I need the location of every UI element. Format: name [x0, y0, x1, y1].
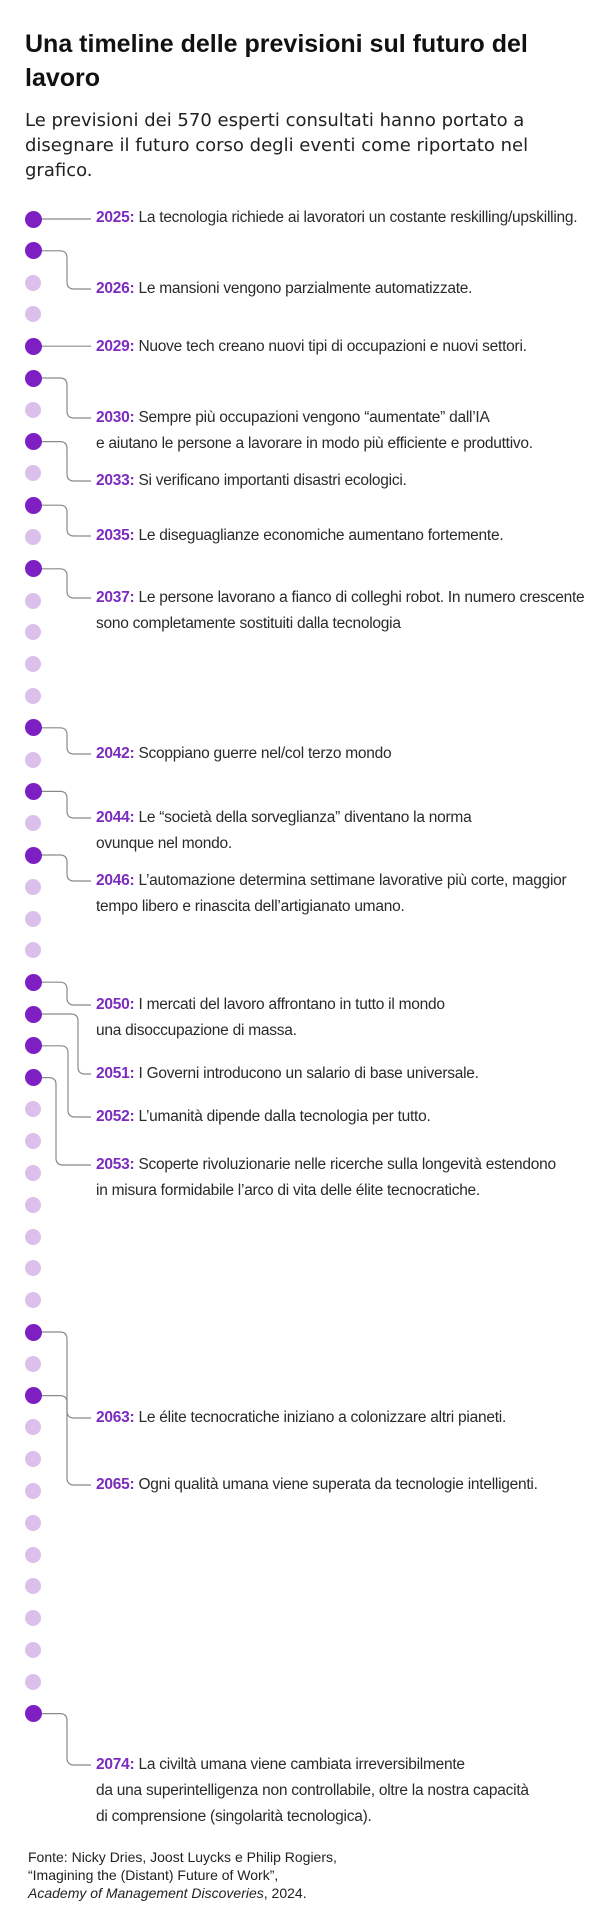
event-description: I mercati del lavoro affrontano in tutto il mondo	[134, 996, 445, 1013]
event-year: 2042:	[96, 745, 135, 762]
timeline-event	[96, 468, 407, 494]
event-year: 2051:	[96, 1065, 135, 1082]
event-description: Le “società della sorveglianza” diventano la norma	[134, 809, 472, 826]
timeline-dot-inactive	[25, 911, 41, 927]
timeline-event	[96, 1405, 506, 1431]
timeline-event	[96, 405, 533, 457]
event-year: 2029:	[96, 338, 135, 355]
source-line-1: Fonte: Nicky Dries, Joost Luycks e Philip Rogiers,	[28, 1849, 337, 1865]
timeline-event	[96, 868, 566, 920]
timeline-dot-inactive	[25, 879, 41, 895]
timeline-connector	[42, 569, 91, 598]
timeline-dot-active	[25, 974, 42, 991]
timeline-dot-active	[25, 433, 42, 450]
event-year: 2065:	[96, 1476, 135, 1493]
event-text-line	[96, 1405, 506, 1431]
event-year: 2037:	[96, 589, 135, 606]
event-description: Le mansioni vengono parzialmente automatizzate.	[134, 280, 473, 297]
timeline-connector	[42, 442, 91, 481]
timeline-event	[96, 1752, 529, 1830]
timeline-dot-inactive	[25, 688, 41, 704]
event-text-line	[96, 1752, 529, 1778]
event-text-line	[96, 992, 445, 1018]
event-text-line: di comprensione (singolarità tecnologica).	[96, 1808, 372, 1825]
timeline-dot-active	[25, 370, 42, 387]
timeline-dot-active	[25, 338, 42, 355]
timeline-connector	[42, 855, 91, 881]
event-description: Si verificano importanti disastri ecologici.	[134, 472, 407, 489]
timeline-dot-active	[25, 1387, 42, 1404]
timeline-connector	[42, 982, 91, 1005]
timeline-connector	[42, 1396, 91, 1485]
event-text-line	[96, 1472, 538, 1498]
timeline-dot-inactive	[25, 1642, 41, 1658]
event-text-line	[96, 523, 503, 549]
event-text-line	[96, 276, 472, 302]
timeline-connector	[42, 251, 91, 289]
source-line-3	[28, 1884, 337, 1902]
timeline-dot-active	[25, 783, 42, 800]
event-text-line	[96, 1061, 479, 1087]
timeline-event	[96, 805, 471, 857]
timeline-connector	[42, 378, 91, 418]
event-description: Le persone lavorano a fianco di colleghi robot. In numero crescente	[134, 589, 585, 606]
timeline-dot-inactive	[25, 1165, 41, 1181]
timeline-dot-active	[25, 1324, 42, 1341]
event-description: I Governi introducono un salario di base universale.	[134, 1065, 479, 1082]
event-text-line: e aiutano le persone a lavorare in modo più efficiente e produttivo.	[96, 435, 533, 452]
event-description: Nuove tech creano nuovi tipi di occupazioni e nuovi settori.	[134, 338, 527, 355]
timeline-dot-inactive	[25, 1197, 41, 1213]
event-description: Ogni qualità umana viene superata da tecnologie intelligenti.	[134, 1476, 538, 1493]
event-description: L’automazione determina settimane lavorative più corte, maggior	[134, 872, 567, 889]
timeline-event	[96, 992, 445, 1044]
event-description: Scoppiano guerre nel/col terzo mondo	[134, 745, 392, 762]
event-year: 2052:	[96, 1108, 135, 1125]
event-year: 2044:	[96, 809, 135, 826]
event-description: Sempre più occupazioni vengono “aumentate” dall’IA	[134, 409, 490, 426]
event-year: 2074:	[96, 1756, 135, 1773]
event-text-line: sono completamente sostituiti dalla tecnologia	[96, 615, 401, 632]
event-description: Scoperte rivoluzionarie nelle ricerche sulla longevità estendono	[134, 1156, 556, 1173]
event-description: La tecnologia richiede ai lavoratori un costante reskilling/upskilling.	[134, 209, 578, 226]
timeline-dot-inactive	[25, 1674, 41, 1690]
event-description: Le diseguaglianze economiche aumentano fortemente.	[134, 527, 504, 544]
timeline-connector	[42, 1714, 91, 1765]
timeline-event	[96, 205, 577, 231]
event-text-line	[96, 741, 391, 767]
source-year: , 2024.	[263, 1885, 307, 1901]
timeline-dot-active	[25, 1705, 42, 1722]
event-text-line: una disoccupazione di massa.	[96, 1022, 297, 1039]
source-line-2: “Imagining the (Distant) Future of Work”,	[28, 1867, 279, 1883]
timeline-dot-inactive	[25, 402, 41, 418]
event-text-line	[96, 405, 533, 431]
timeline-event	[96, 1104, 431, 1130]
timeline-dot-active	[25, 1069, 42, 1086]
timeline-dot-active	[25, 1037, 42, 1054]
source-journal: Academy of Management Discoveries	[28, 1885, 264, 1901]
timeline-dot-inactive	[25, 275, 41, 291]
event-year: 2025:	[96, 209, 135, 226]
timeline-dot-active	[25, 560, 42, 577]
chart-title: Una timeline delle previsioni sul futuro del lavoro	[25, 30, 528, 92]
event-text-line	[96, 1152, 556, 1178]
event-text-line: da una superintelligenza non controllabile, oltre la nostra capacità	[96, 1782, 529, 1799]
timeline-event	[96, 523, 503, 549]
event-year: 2030:	[96, 409, 135, 426]
source-note	[28, 1848, 337, 1902]
timeline-connector	[42, 791, 91, 818]
timeline-connector	[42, 1046, 91, 1117]
timeline-event	[96, 1061, 479, 1087]
event-year: 2053:	[96, 1156, 135, 1173]
timeline-dot-active	[25, 497, 42, 514]
timeline-connector	[42, 1014, 91, 1074]
chart-subtitle: Le previsioni dei 570 esperti consultati hanno portato a disegnare il futuro corso degli eventi come riportato nel grafico.	[25, 110, 529, 181]
timeline-dot-inactive	[25, 1515, 41, 1531]
timeline-dot-inactive	[25, 1229, 41, 1245]
timeline-event	[96, 276, 472, 302]
event-text-line	[96, 868, 566, 894]
event-text-line	[96, 805, 471, 831]
timeline-dot-inactive	[25, 529, 41, 545]
timeline-event	[96, 334, 527, 360]
event-text-line	[96, 585, 584, 611]
event-year: 2050:	[96, 996, 135, 1013]
event-year: 2026:	[96, 280, 135, 297]
timeline-connector	[42, 728, 91, 754]
timeline-event	[96, 585, 584, 637]
timeline-dot-active	[25, 719, 42, 736]
event-description: Le élite tecnocratiche iniziano a colonizzare altri pianeti.	[134, 1409, 507, 1426]
event-year: 2063:	[96, 1409, 135, 1426]
event-text-line: tempo libero e rinascita dell’artigianato umano.	[96, 898, 405, 915]
event-description: La civiltà umana viene cambiata irreversibilmente	[134, 1756, 465, 1773]
event-year: 2046:	[96, 872, 135, 889]
event-text-line: ovunque nel mondo.	[96, 835, 232, 852]
timeline-dot-active	[25, 211, 42, 228]
timeline-dot-inactive	[25, 1547, 41, 1563]
timeline-dot-inactive	[25, 1356, 41, 1372]
timeline-event	[96, 741, 391, 767]
event-text-line	[96, 1104, 431, 1130]
timeline-dot-inactive	[25, 1483, 41, 1499]
timeline-dot-active	[25, 1006, 42, 1023]
timeline-connector	[42, 1078, 91, 1165]
event-text-line: in misura formidabile l’arco di vita delle élite tecnocratiche.	[96, 1182, 480, 1199]
timeline-event	[96, 1472, 538, 1498]
event-text-line	[96, 334, 527, 360]
timeline-dot-active	[25, 242, 42, 259]
event-text-line	[96, 205, 577, 231]
event-year: 2035:	[96, 527, 135, 544]
event-year: 2033:	[96, 472, 135, 489]
timeline-dot-inactive	[25, 593, 41, 609]
event-description: L’umanità dipende dalla tecnologia per tutto.	[134, 1108, 431, 1125]
event-text-line	[96, 468, 407, 494]
timeline-dot-inactive	[25, 752, 41, 768]
timeline-dot-active	[25, 847, 42, 864]
timeline-event	[96, 1152, 556, 1204]
timeline-connector	[42, 505, 91, 536]
